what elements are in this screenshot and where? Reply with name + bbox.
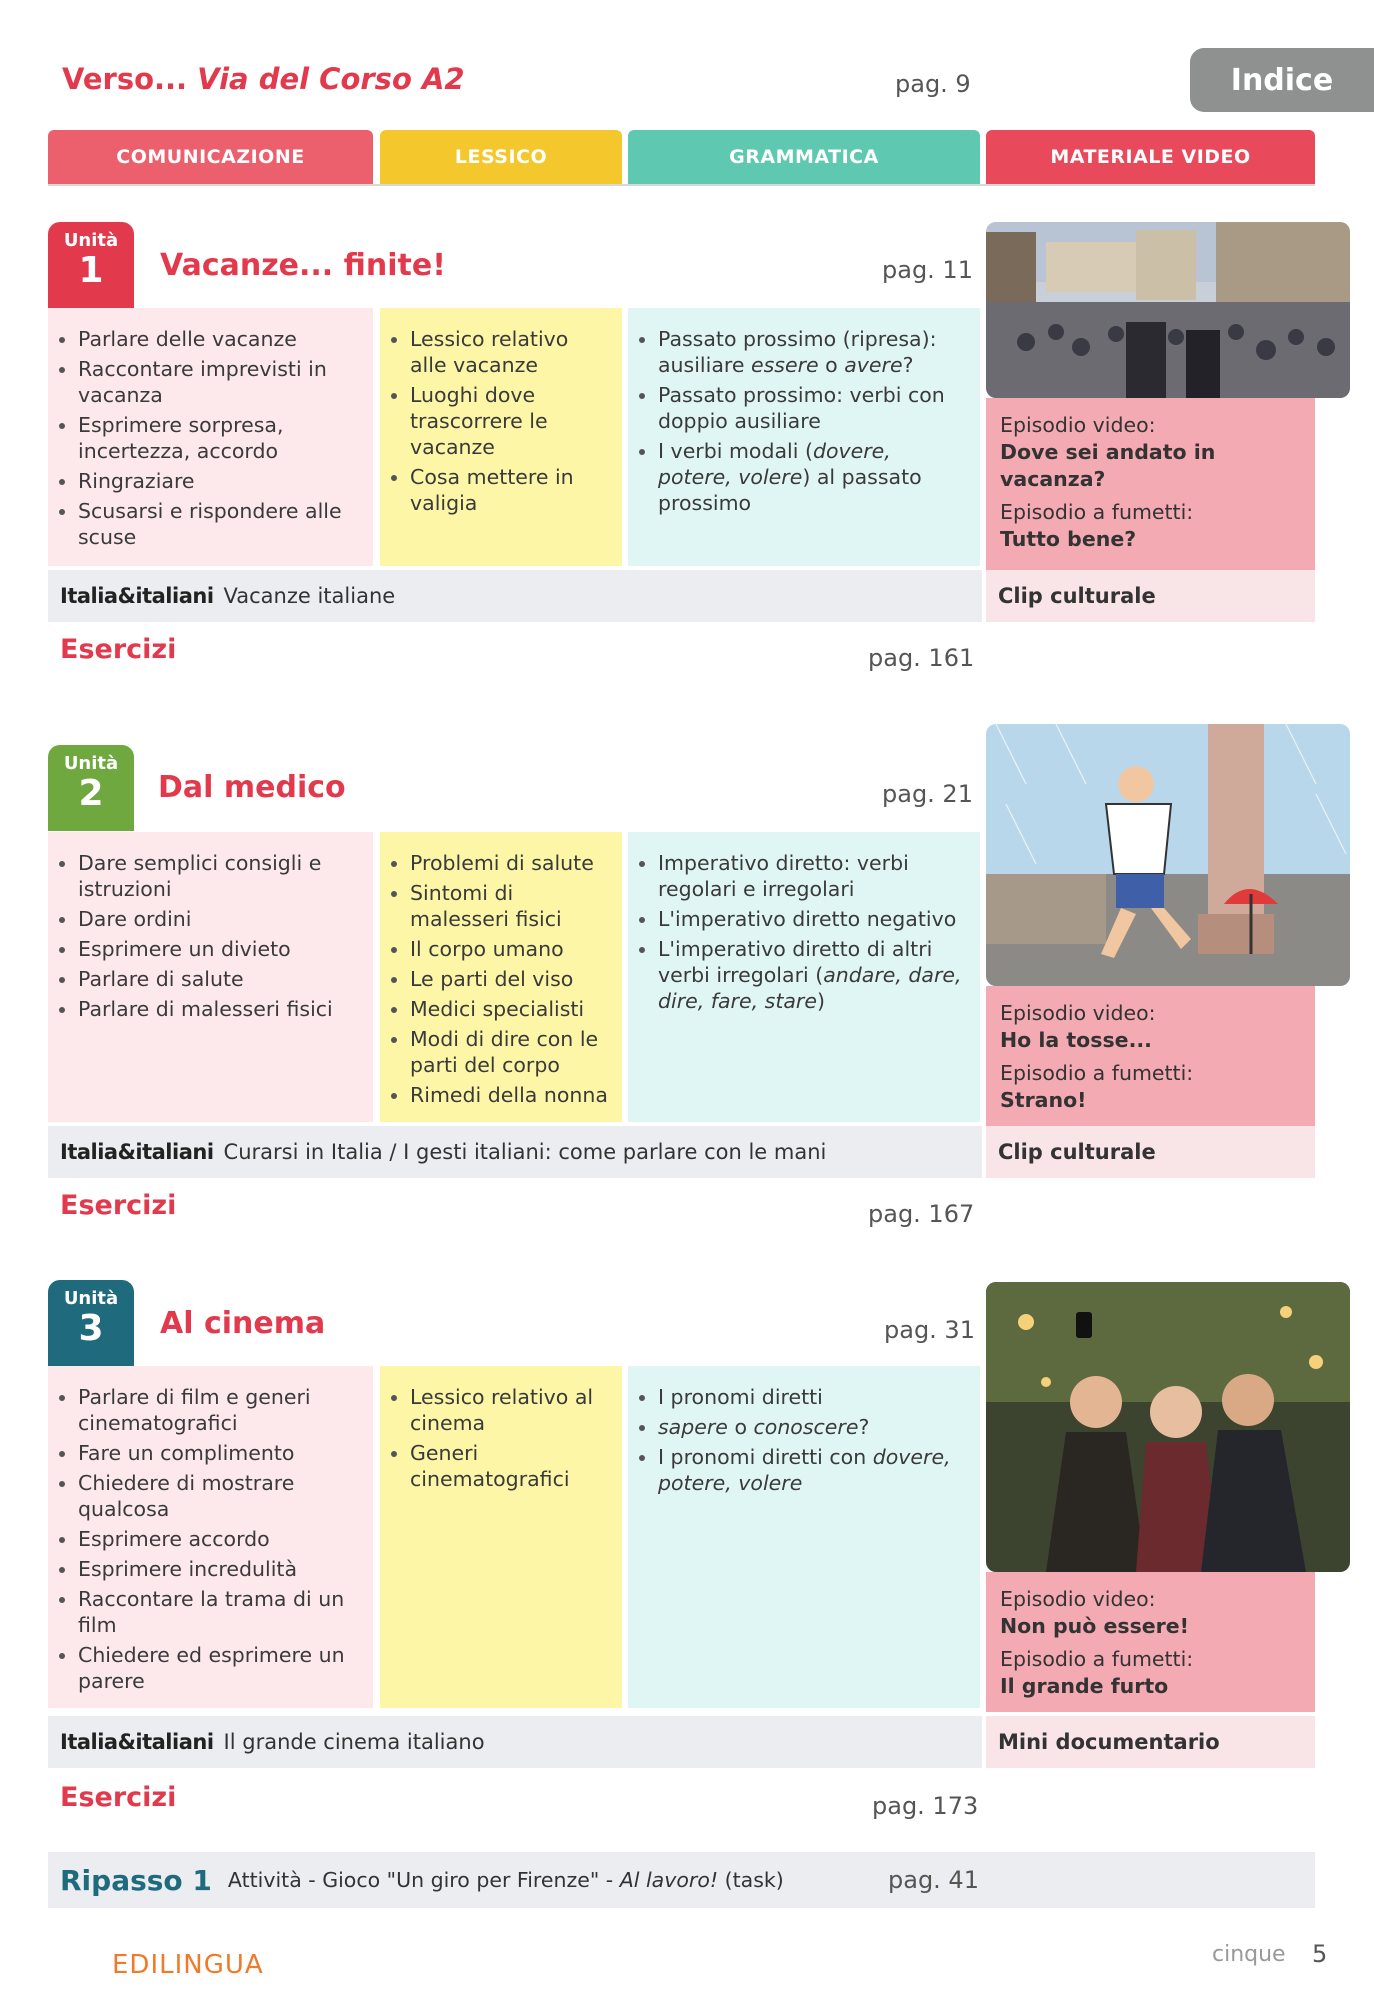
fumetti-label: Episodio a fumetti: bbox=[1000, 1647, 1194, 1671]
comunicazione-list bbox=[48, 832, 373, 1122]
fumetti-title: Tutto bene? bbox=[1000, 527, 1137, 551]
list-item: • Chiedere di mostrare qualcosa bbox=[78, 1470, 361, 1522]
book-title-italic: Via del Corso A2 bbox=[197, 62, 465, 96]
unit-number: 1 bbox=[78, 250, 104, 291]
video-title: Dove sei andato in vacanza? bbox=[1000, 440, 1216, 491]
italia-italiani-bar bbox=[48, 1716, 982, 1768]
esercizi-label: Esercizi bbox=[60, 1190, 177, 1221]
lessico-list bbox=[380, 308, 622, 566]
grammatica-list bbox=[628, 1366, 980, 1708]
list-item: • Dare semplici consigli e istruzioni bbox=[78, 850, 361, 902]
video-episode-box bbox=[986, 986, 1315, 1126]
list-item: • Le parti del viso bbox=[410, 966, 610, 992]
unit-title: Dal medico bbox=[158, 770, 346, 805]
esercizi-label: Esercizi bbox=[60, 1782, 177, 1813]
list-item: • Esprimere incredulità bbox=[78, 1556, 361, 1582]
grammatica-list bbox=[628, 308, 980, 566]
video-title: Ho la tosse... bbox=[1000, 1028, 1152, 1052]
mini-documentario-bar: Mini documentario bbox=[986, 1716, 1315, 1768]
list-item: • Medici specialisti bbox=[410, 996, 610, 1022]
unit-title: Al cinema bbox=[160, 1306, 326, 1341]
publisher-logo: EDILINGUA bbox=[112, 1950, 264, 1980]
list-item: • L'imperativo diretto negativo bbox=[658, 906, 968, 932]
list-item: • Ringraziare bbox=[78, 468, 361, 494]
esercizi-label: Esercizi bbox=[60, 634, 177, 665]
unit-page-ref: pag. 31 bbox=[884, 1316, 975, 1344]
clip-culturale-bar: Clip culturale bbox=[986, 570, 1315, 622]
list-item: • Esprimere sorpresa, incertezza, accordo bbox=[78, 412, 361, 464]
unit-number: 2 bbox=[78, 773, 104, 814]
column-header-lessico: LESSICO bbox=[380, 130, 622, 184]
lessico-list bbox=[380, 832, 622, 1122]
video-label: Episodio video: bbox=[1000, 1001, 1156, 1025]
fumetti-label: Episodio a fumetti: bbox=[1000, 1061, 1194, 1085]
esercizi-page-ref: pag. 161 bbox=[868, 644, 975, 672]
indice-tab: Indice bbox=[1190, 48, 1374, 112]
italia-text: Il grande cinema italiano bbox=[223, 1730, 485, 1754]
italia-brand: Italia&italiani bbox=[60, 1140, 214, 1164]
list-item: • Raccontare la trama di un film bbox=[78, 1586, 361, 1638]
unit-badge bbox=[48, 745, 134, 831]
ripasso-page-ref: pag. 41 bbox=[888, 1866, 979, 1894]
list-item: • Sintomi di malesseri fisici bbox=[410, 880, 610, 932]
list-item: • Il corpo umano bbox=[410, 936, 610, 962]
page-number: 5 bbox=[1312, 1940, 1328, 1968]
book-title bbox=[62, 62, 465, 96]
list-item: • Problemi di salute bbox=[410, 850, 610, 876]
esercizi-page-ref: pag. 173 bbox=[872, 1792, 979, 1820]
list-item: • Esprimere un divieto bbox=[78, 936, 361, 962]
italia-text: Vacanze italiane bbox=[223, 584, 396, 608]
comic-runner-illustration bbox=[986, 724, 1350, 986]
italia-brand: Italia&italiani bbox=[60, 584, 214, 608]
column-header-materiale-video: MATERIALE VIDEO bbox=[986, 130, 1315, 184]
list-item: • Rimedi della nonna bbox=[410, 1082, 610, 1108]
list-item: • sapere o conoscere? bbox=[658, 1414, 968, 1440]
grammatica-list bbox=[628, 832, 980, 1122]
list-item: • Esprimere accordo bbox=[78, 1526, 361, 1552]
video-label: Episodio video: bbox=[1000, 413, 1156, 437]
esercizi-page-ref: pag. 167 bbox=[868, 1200, 975, 1228]
list-item: • Raccontare imprevisti in vacanza bbox=[78, 356, 361, 408]
list-item: • Dare ordini bbox=[78, 906, 361, 932]
list-item: • Passato prossimo: verbi con doppio ausiliare bbox=[658, 382, 968, 434]
intro-page-ref: pag. 9 bbox=[895, 70, 971, 98]
ripasso-desc-suffix: (task) bbox=[718, 1868, 784, 1892]
unit-label: Unità bbox=[63, 753, 119, 774]
unit-number: 3 bbox=[78, 1308, 104, 1349]
list-item: • Passato prossimo (ripresa): ausiliare essere o avere? bbox=[658, 326, 968, 378]
unit-badge bbox=[48, 222, 134, 308]
list-item: • Imperativo diretto: verbi regolari e irregolari bbox=[658, 850, 968, 902]
list-item: • Chiedere ed esprimere un parere bbox=[78, 1642, 361, 1694]
book-title-prefix: Verso... bbox=[62, 62, 198, 96]
italia-text: Curarsi in Italia / I gesti italiani: come parlare con le mani bbox=[223, 1140, 827, 1164]
comunicazione-list bbox=[48, 308, 373, 566]
page-number-word: cinque bbox=[1212, 1942, 1286, 1967]
ripasso-bar bbox=[48, 1852, 1315, 1908]
list-item: • Parlare delle vacanze bbox=[78, 326, 361, 352]
ripasso-label: Ripasso 1 bbox=[60, 1863, 212, 1897]
list-item: • Modi di dire con le parti del corpo bbox=[410, 1026, 610, 1078]
video-label: Episodio video: bbox=[1000, 1587, 1156, 1611]
list-item: • I pronomi diretti con dovere, potere, volere bbox=[658, 1444, 968, 1496]
clip-culturale-bar: Clip culturale bbox=[986, 1126, 1315, 1178]
video-episode-box bbox=[986, 1572, 1315, 1712]
italia-italiani-bar bbox=[48, 570, 982, 622]
italia-italiani-bar bbox=[48, 1126, 982, 1178]
list-item: • I pronomi diretti bbox=[658, 1384, 968, 1410]
column-header-comunicazione: COMUNICAZIONE bbox=[48, 130, 373, 184]
list-item: • L'imperativo diretto di altri verbi irregolari (andare, dare, dire, fare, stare) bbox=[658, 936, 968, 1014]
list-item: • Parlare di malesseri fisici bbox=[78, 996, 361, 1022]
photo-selfie-group bbox=[986, 1282, 1350, 1572]
fumetti-title: Strano! bbox=[1000, 1088, 1087, 1112]
header-divider bbox=[48, 184, 1315, 186]
ripasso-desc-italic: Al lavoro! bbox=[619, 1868, 719, 1892]
unit-badge bbox=[48, 1280, 134, 1366]
list-item: • Generi cinematografici bbox=[410, 1440, 610, 1492]
list-item: • I verbi modali (dovere, potere, volere) al passato prossimo bbox=[658, 438, 968, 516]
comunicazione-list bbox=[48, 1366, 373, 1708]
fumetti-title: Il grande furto bbox=[1000, 1674, 1169, 1698]
video-title: Non può essere! bbox=[1000, 1614, 1190, 1638]
video-episode-box bbox=[986, 398, 1315, 570]
list-item: • Fare un complimento bbox=[78, 1440, 361, 1466]
ripasso-desc-prefix: Attività - Gioco "Un giro per Firenze" - bbox=[227, 1868, 620, 1892]
unit-page-ref: pag. 11 bbox=[882, 256, 973, 284]
fumetti-label: Episodio a fumetti: bbox=[1000, 500, 1194, 524]
list-item: • Parlare di salute bbox=[78, 966, 361, 992]
unit-page-ref: pag. 21 bbox=[882, 780, 973, 808]
unit-label: Unità bbox=[63, 230, 119, 251]
list-item: • Lessico relativo alle vacanze bbox=[410, 326, 610, 378]
list-item: • Parlare di film e generi cinematografici bbox=[78, 1384, 361, 1436]
column-header-grammatica: GRAMMATICA bbox=[628, 130, 980, 184]
ripasso-description bbox=[228, 1868, 784, 1892]
list-item: • Luoghi dove trascorrere le vacanze bbox=[410, 382, 610, 460]
italia-brand: Italia&italiani bbox=[60, 1730, 214, 1754]
lessico-list bbox=[380, 1366, 622, 1708]
list-item: • Scusarsi e rispondere alle scuse bbox=[78, 498, 361, 550]
photo-spanish-steps bbox=[986, 222, 1350, 398]
unit-label: Unità bbox=[63, 1288, 119, 1309]
unit-title: Vacanze... finite! bbox=[160, 248, 446, 283]
list-item: • Lessico relativo al cinema bbox=[410, 1384, 610, 1436]
list-item: • Cosa mettere in valigia bbox=[410, 464, 610, 516]
